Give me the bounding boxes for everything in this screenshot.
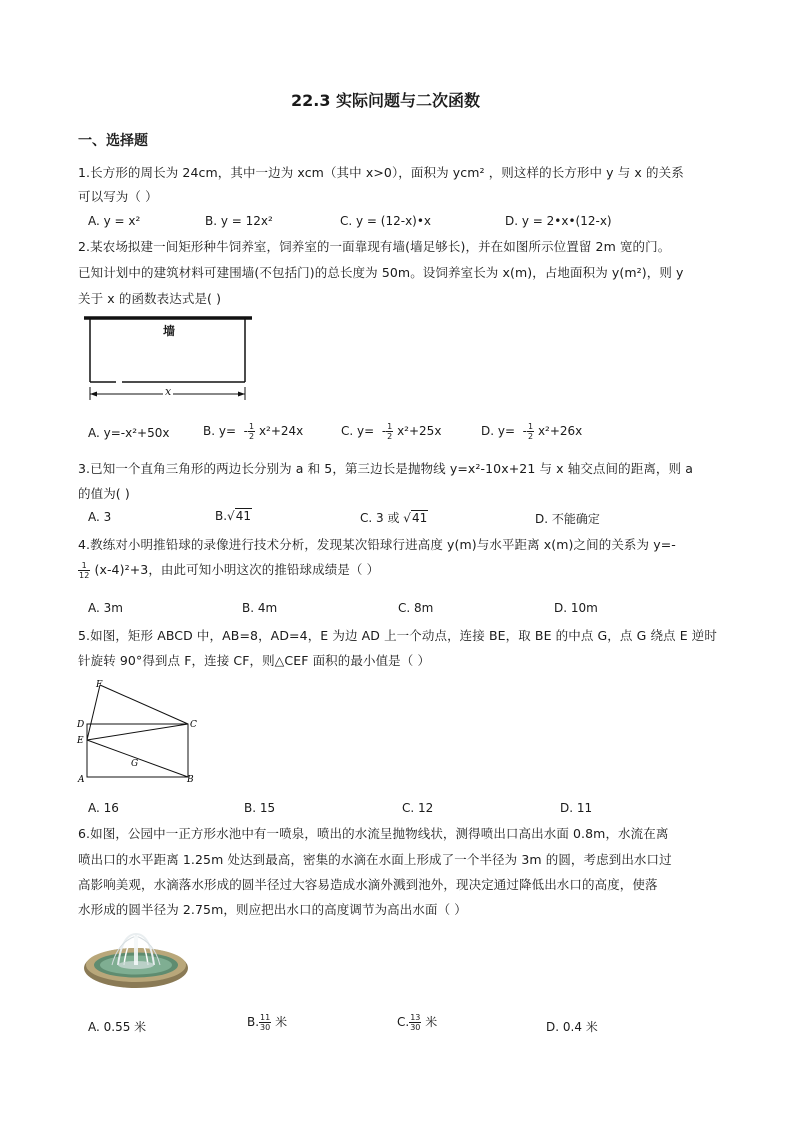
point-label: E [77,736,84,746]
page-title: 22.3 实际问题与二次函数 [291,91,481,110]
fraction: $\frac{13}{30}$ [410,1013,421,1032]
point-label: G [131,759,139,769]
sqrt: √41 [227,509,251,523]
option-b[interactable]: B. 15 [244,801,276,815]
option-expression: x²+26x [537,424,583,438]
question-text [78,560,379,580]
option-expression: x²+24x [258,424,304,438]
option-label: B. y= [203,424,237,438]
option-d[interactable]: D. y = 2•x•(12-x) [505,214,612,228]
option-a[interactable]: A. 0.55 米 [88,1020,147,1034]
option-b[interactable]: B. 4m [242,601,278,615]
question-text: 4.教练对小明推铅球的录像进行技术分析，发现某次铅球行进高度 y(m)与水平距离 x(m)之间的关系为 y=- [78,537,676,552]
question-text: 5.如图，矩形 ABCD 中，AB=8，AD=4，E 为边 AD 上一个动点，连接 BE，取 BE 的中点 G，点 G 绕点 E 逆时 [78,628,717,643]
question-text: 6.如图，公园中一正方形水池中有一喷泉，喷出的水流呈抛物线状，测得喷出口高出水面 0.8m，水流在离 [78,826,669,841]
fraction: $\frac{1}{2}$ [249,422,255,441]
option-c[interactable] [397,1013,437,1032]
option-a[interactable]: A. 16 [88,801,119,815]
fraction: $\frac{1}{2}$ [387,422,393,441]
minus-sign: - [518,424,528,438]
sqrt: √41 [403,511,428,525]
option-label: C. 3 或 [360,511,400,525]
option-d[interactable]: D. 0.4 米 [546,1020,598,1034]
fraction: $\frac{1}{12}$ [79,561,90,580]
x-label: x [165,385,172,398]
question-text: 针旋转 90°得到点 F，连接 CF，则△CEF 面积的最小值是（ ） [78,653,431,668]
question-text: 关于 x 的函数表达式是( ) [78,291,222,306]
question-text: 可以写为（ ） [78,189,158,204]
option-a[interactable]: A. y = x² [88,214,141,228]
option-b[interactable] [247,1013,287,1032]
rectangle-figure [74,678,210,786]
fraction: $\frac{11}{30}$ [260,1013,271,1032]
option-c[interactable]: C. 8m [398,601,434,615]
fraction: $\frac{1}{2}$ [528,422,534,441]
option-d[interactable]: D. 不能确定 [535,512,600,526]
option-c[interactable]: C. y = (12-x)•x [340,214,432,228]
question-text-tail: (x-4)²+3，由此可知小明这次的推铅球成绩是（ ） [94,562,380,577]
minus-sign: - [239,424,249,438]
option-c[interactable] [360,509,428,526]
point-label: C [190,720,197,730]
option-b[interactable] [215,509,252,523]
point-label: A [78,775,85,785]
option-b[interactable] [203,422,303,441]
option-a[interactable]: A. 3m [88,601,123,615]
option-a[interactable]: A. y=-x²+50x [88,426,170,440]
wall-label: 墙 [163,324,176,338]
option-c[interactable] [341,422,441,441]
option-b[interactable]: B. y = 12x² [205,214,273,228]
question-text: 的值为( ) [78,486,130,501]
option-d[interactable] [481,422,582,441]
question-text: 1.长方形的周长为 24cm，其中一边为 xcm（其中 x>0），面积为 ycm² ，则这样的长方形中 y 与 x 的关系 [78,165,684,180]
minus-sign: - [378,424,387,438]
question-text: 喷出口的水平距离 1.25m 处达到最高，密集的水滴在水面上形成了一个半径为 3m 的圆，考虑到出水口过 [78,852,672,867]
question-text: 水形成的圆半径为 2.75m，则应把出水口的高度调节为高出水面（ ） [78,902,467,917]
option-label: B. [247,1015,260,1029]
question-text: 已知计划中的建筑材料可建围墙(不包括门)的总长度为 50m。设饲养室长为 x(m)，占地面积为 y(m²)，则 y [78,265,684,280]
option-label: D. y= [481,424,516,438]
option-label: C. [397,1015,410,1029]
option-d[interactable]: D. 10m [554,601,598,615]
option-d[interactable]: D. 11 [560,801,593,815]
unit: 米 [425,1015,438,1029]
question-text: 2.某农场拟建一间矩形种牛饲养室，饲养室的一面靠现有墙(墙足够长)，并在如图所示位置留 2m 宽的门。 [78,239,671,254]
option-label: C. y= [341,424,375,438]
option-a[interactable]: A. 3 [88,510,112,524]
unit: 米 [275,1015,288,1029]
question-text: 高影响美观，水滴落水形成的圆半径过大容易造成水滴外溅到池外，现决定通过降低出水口的高度，使落 [78,877,658,892]
point-label: F [96,680,103,690]
question-text: 3.已知一个直角三角形的两边长分别为 a 和 5，第三边长是抛物线 y=x²-10x+21 与 x 轴交点间的距离，则 a [78,461,693,476]
section-heading: 一、选择题 [78,133,148,149]
fountain-illustration [82,928,190,990]
option-label: B. [215,509,228,523]
option-c[interactable]: C. 12 [402,801,434,815]
option-expression: x²+25x [397,424,442,438]
point-label: B [187,775,194,785]
point-label: D [77,720,85,730]
